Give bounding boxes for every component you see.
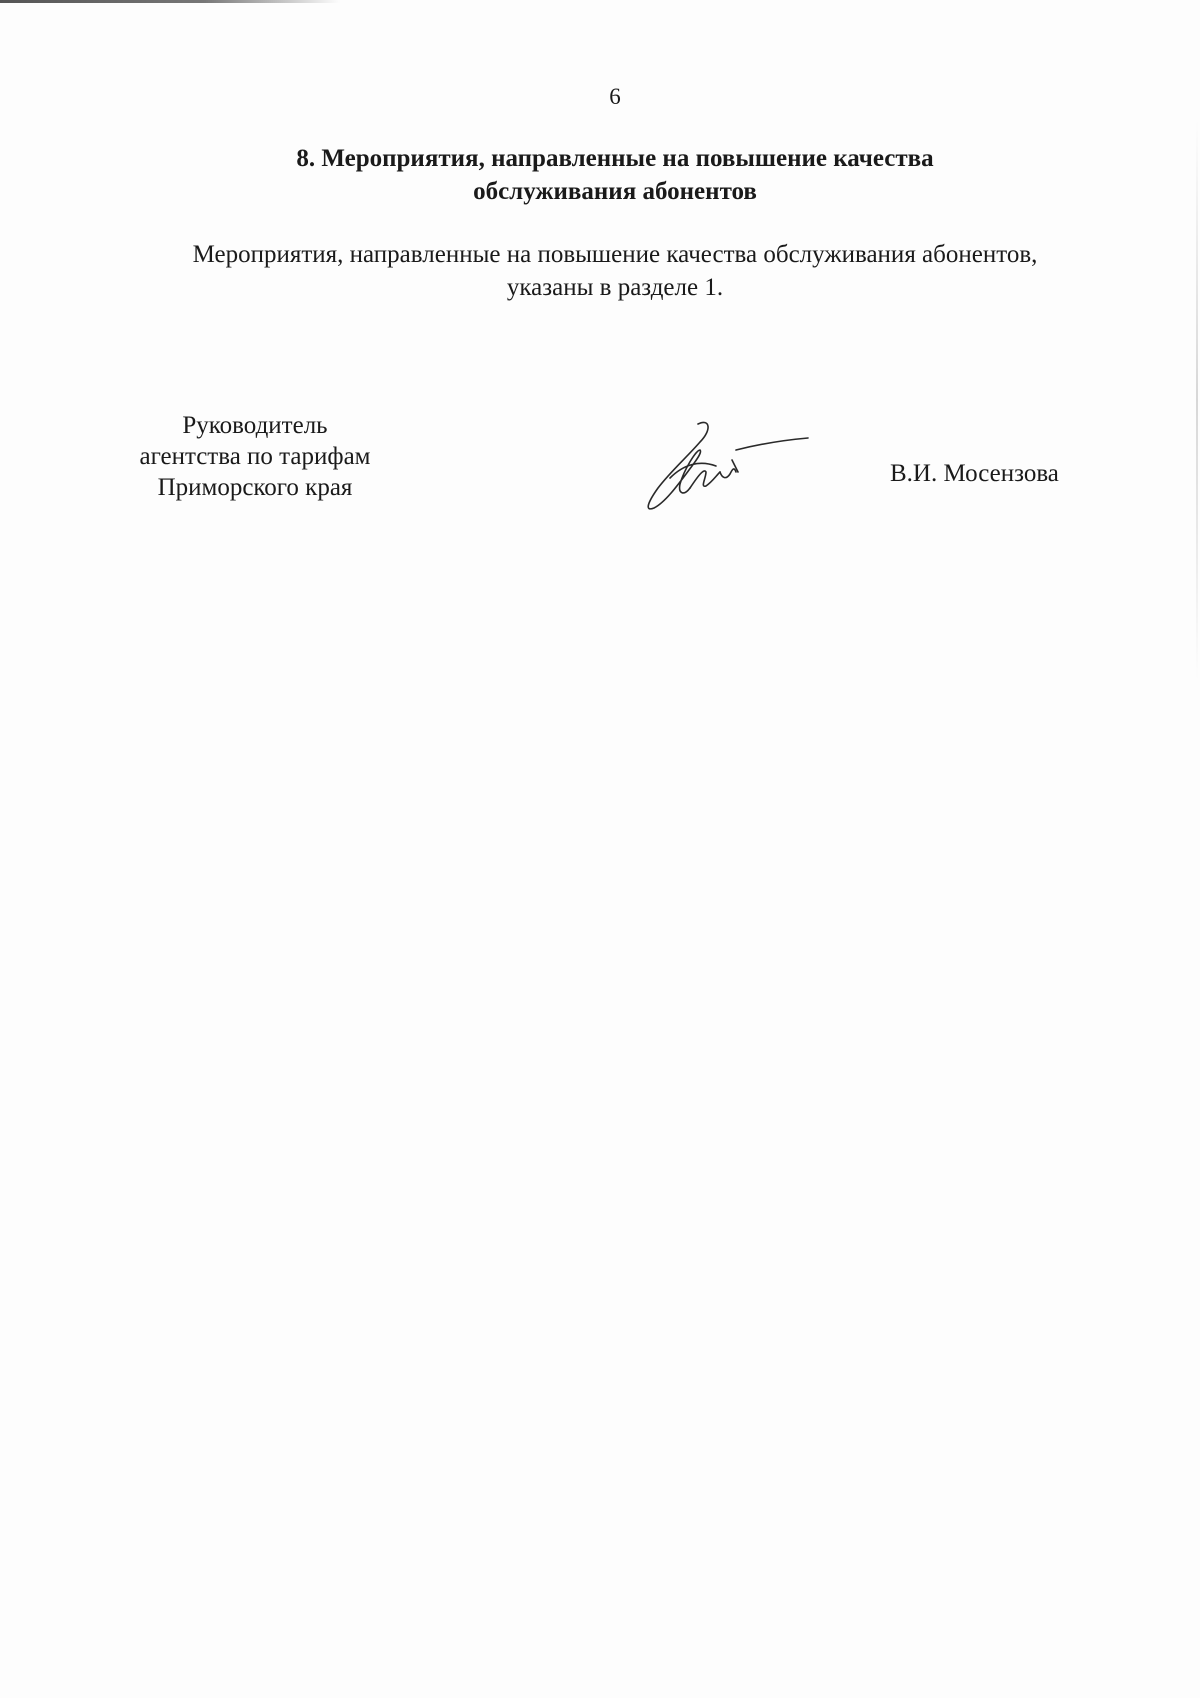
- scan-edge-shadow: [1196, 120, 1198, 680]
- signatory-position-line-2: агентства по тарифам: [139, 443, 371, 470]
- section-heading: [180, 142, 1050, 208]
- section-body-line-1: Мероприятия, направленные на повышение качества обслуживания абонентов,: [192, 241, 1038, 268]
- section-heading-line-1: 8. Мероприятия, направленные на повышение качества: [296, 145, 934, 172]
- signatory-position: [100, 410, 410, 503]
- section-heading-line-2: обслуживания абонентов: [473, 178, 757, 205]
- page-number: 6: [609, 84, 621, 109]
- handwritten-signature-icon: [640, 420, 810, 515]
- section-body: [120, 238, 1110, 304]
- signer-name: В.И. Мосензова: [890, 460, 1059, 487]
- signatory-position-line-1: Руководитель: [182, 412, 328, 439]
- scan-edge-artifact: [0, 0, 340, 3]
- signatory-position-line-3: Приморского края: [157, 474, 353, 501]
- section-body-line-2: указаны в разделе 1.: [506, 274, 724, 301]
